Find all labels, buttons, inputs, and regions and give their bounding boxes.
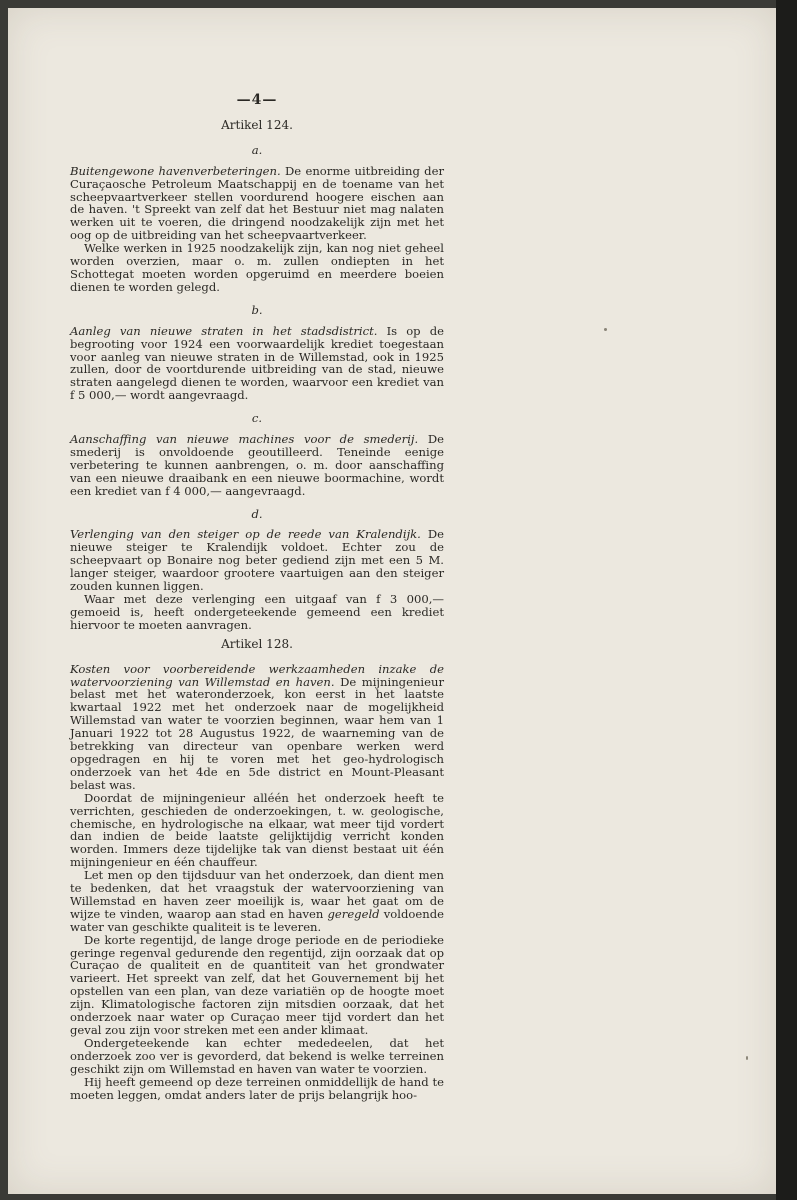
paper-speck — [746, 1056, 748, 1060]
paragraph — [70, 242, 444, 294]
paragraph — [70, 593, 444, 632]
paragraph-text: Ondergeteekende kan echter mededeelen, dat het onderzoek zoo ver is gevorderd, dat bekend is welke terreinen geschikt zijn om Willemstad en haven van water te voorzien. — [70, 1035, 444, 1076]
paragraph — [70, 663, 444, 792]
subsection-letter-a: a. — [251, 142, 263, 157]
paragraph — [70, 325, 444, 402]
paragraph — [70, 934, 444, 1037]
subsection-letter-c: c. — [251, 411, 263, 426]
paragraph-text: De korte regentijd, de lange droge periode en de periodieke geringe regenval gedurende den regentijd, zijn oorzaak dat op Curaçao de qualiteit en de quantiteit van het grondwater varieert. Het spreekt van zelf, dat het Gouvernement bij het opstellen van een plan, van deze variatiën op de hoogte moet zijn. Klimatologische factoren zijn mitsdien oorzaak, dat het onderzoek naar water op Curaçao meer tijd vordert dan het geval zou zijn voor streken met een ander klimaat. — [70, 932, 444, 1037]
paragraph-text: voldoende water van geschikte qualiteit is te leveren. — [70, 906, 444, 934]
subsection-letter-d: d. — [251, 506, 263, 521]
article-heading-124: Artikel 124. — [221, 117, 293, 132]
emphasized-word: geregeld — [327, 906, 380, 921]
paper-speck — [604, 328, 607, 331]
document-page — [8, 8, 776, 1194]
paragraph-title: Aanschaffing van nieuwe machines voor de smederij. — [70, 432, 419, 447]
paragraph-text: Hij heeft gemeend op deze terreinen onmiddellijk de hand te moeten leggen, omdat anders later de prijs belangrijk hoo- — [70, 1074, 444, 1102]
subsection-letter-b: b. — [251, 302, 263, 317]
paragraph — [70, 1037, 444, 1076]
paragraph-text: De smederij is onvoldoende geoutilleerd. Teneinde eenige verbetering te kunnen aanbrengen, o. m. door aanschaffing van een nieuwe draaibank en een nieuwe boormachine, wordt een krediet van f 4 000,— aangevraagd. — [70, 432, 444, 498]
paragraph — [70, 1076, 444, 1102]
paragraph-title: Aanleg van nieuwe straten in het stadsdistrict. — [70, 323, 378, 338]
paragraph — [70, 528, 444, 593]
paragraph-title: Kosten voor voorbereidende werkzaamheden inzake de watervoorziening van Willemstad en haven. — [70, 661, 444, 689]
text-column — [70, 92, 444, 1101]
paragraph-text: Is op de begrooting voor 1924 een voorwaardelijk krediet toegestaan voor aanleg van nieuwe straten in de Willemstad, ook in 1925 zullen, door de voortdurende uitbreiding van de stad, nieuwe straten aangelegd dienen te worden, waarvoor een krediet van f 5 000,— wordt aangevraagd. — [70, 323, 444, 403]
paragraph-text: Waar met deze verlenging een uitgaaf van f 3 000,— gemoeid is, heeft ondergeteekende gemeend een krediet hiervoor te moeten aanvragen. — [70, 592, 444, 632]
paragraph-text: De mijningenieur belast met het wateronderzoek, kon eerst in het laatste kwartaal 1922 met het onderzoek naar de mogelijkheid Willemstad van water te voorzien beginnen, waar hem van 1 Januari 1922 tot 28 Augustus 1922, de waarneming van de betrekking van directeur van openbare werken werd opgedragen en hij te voren met het geo-hydrologisch onderzoek van het 4de en 5de district en Mount-Pleasant belast was. — [70, 674, 445, 792]
paragraph-text: Doordat de mijningenieur alléén het onderzoek heeft te verrichten, geschieden de onderzoekingen, t. w. geologische, chemische, en hydrologische na elkaar, wat meer tijd vordert dan indien de beide laatste gelijktijdig verricht konden worden. Immers deze tijdelijke tak van dienst bestaat uit één mijningenieur en één chauffeur. — [70, 790, 444, 870]
paragraph-text: De enorme uitbreiding der Curaçaosche Petroleum Maatschappij en de toename van het scheepvaartverkeer stellen voordurend hoogere eischen aan de haven. 't Spreekt van zelf dat het Bestuur niet mag nalaten werken uit te voeren, die dringend noodzakelijk zijn met het oog op de uitbreiding van het scheepvaartverkeer. — [70, 163, 445, 243]
paragraph-title: Verlenging van den steiger op de reede van Kralendijk. — [70, 527, 421, 542]
paragraph-title: Buitengewone havenverbeteringen. — [70, 163, 281, 178]
paragraph — [70, 792, 444, 869]
paragraph-text: Welke werken in 1925 noodzakelijk zijn, kan nog niet geheel worden overzien, maar o. m. zullen ondiepten in het Schottegat moeten worden opgeruimd en meerdere boeien dienen te worden gelegd. — [70, 241, 444, 294]
paragraph-text: De nieuwe steiger te Kralendijk voldoet. Echter zou de scheepvaart op Bonaire nog beter gediend zijn met een 5 M. langer steiger, waardoor grootere vaartuigen aan den steiger zouden kunnen liggen. — [70, 527, 444, 594]
page-number: —4— — [236, 92, 278, 108]
paragraph-text: Let men op den tijdsduur van het onderzoek, dan dient men te bedenken, dat het vraagstuk der watervoorziening van Willemstad en haven zeer moeilijk is, waar het gaat om de wijze te vinden, waarop aan stad en haven — [70, 868, 444, 921]
paragraph — [70, 433, 444, 498]
paragraph — [70, 165, 444, 242]
article-heading-128: Artikel 128. — [221, 636, 293, 651]
paragraph — [70, 869, 444, 934]
scan-border — [776, 0, 797, 1200]
